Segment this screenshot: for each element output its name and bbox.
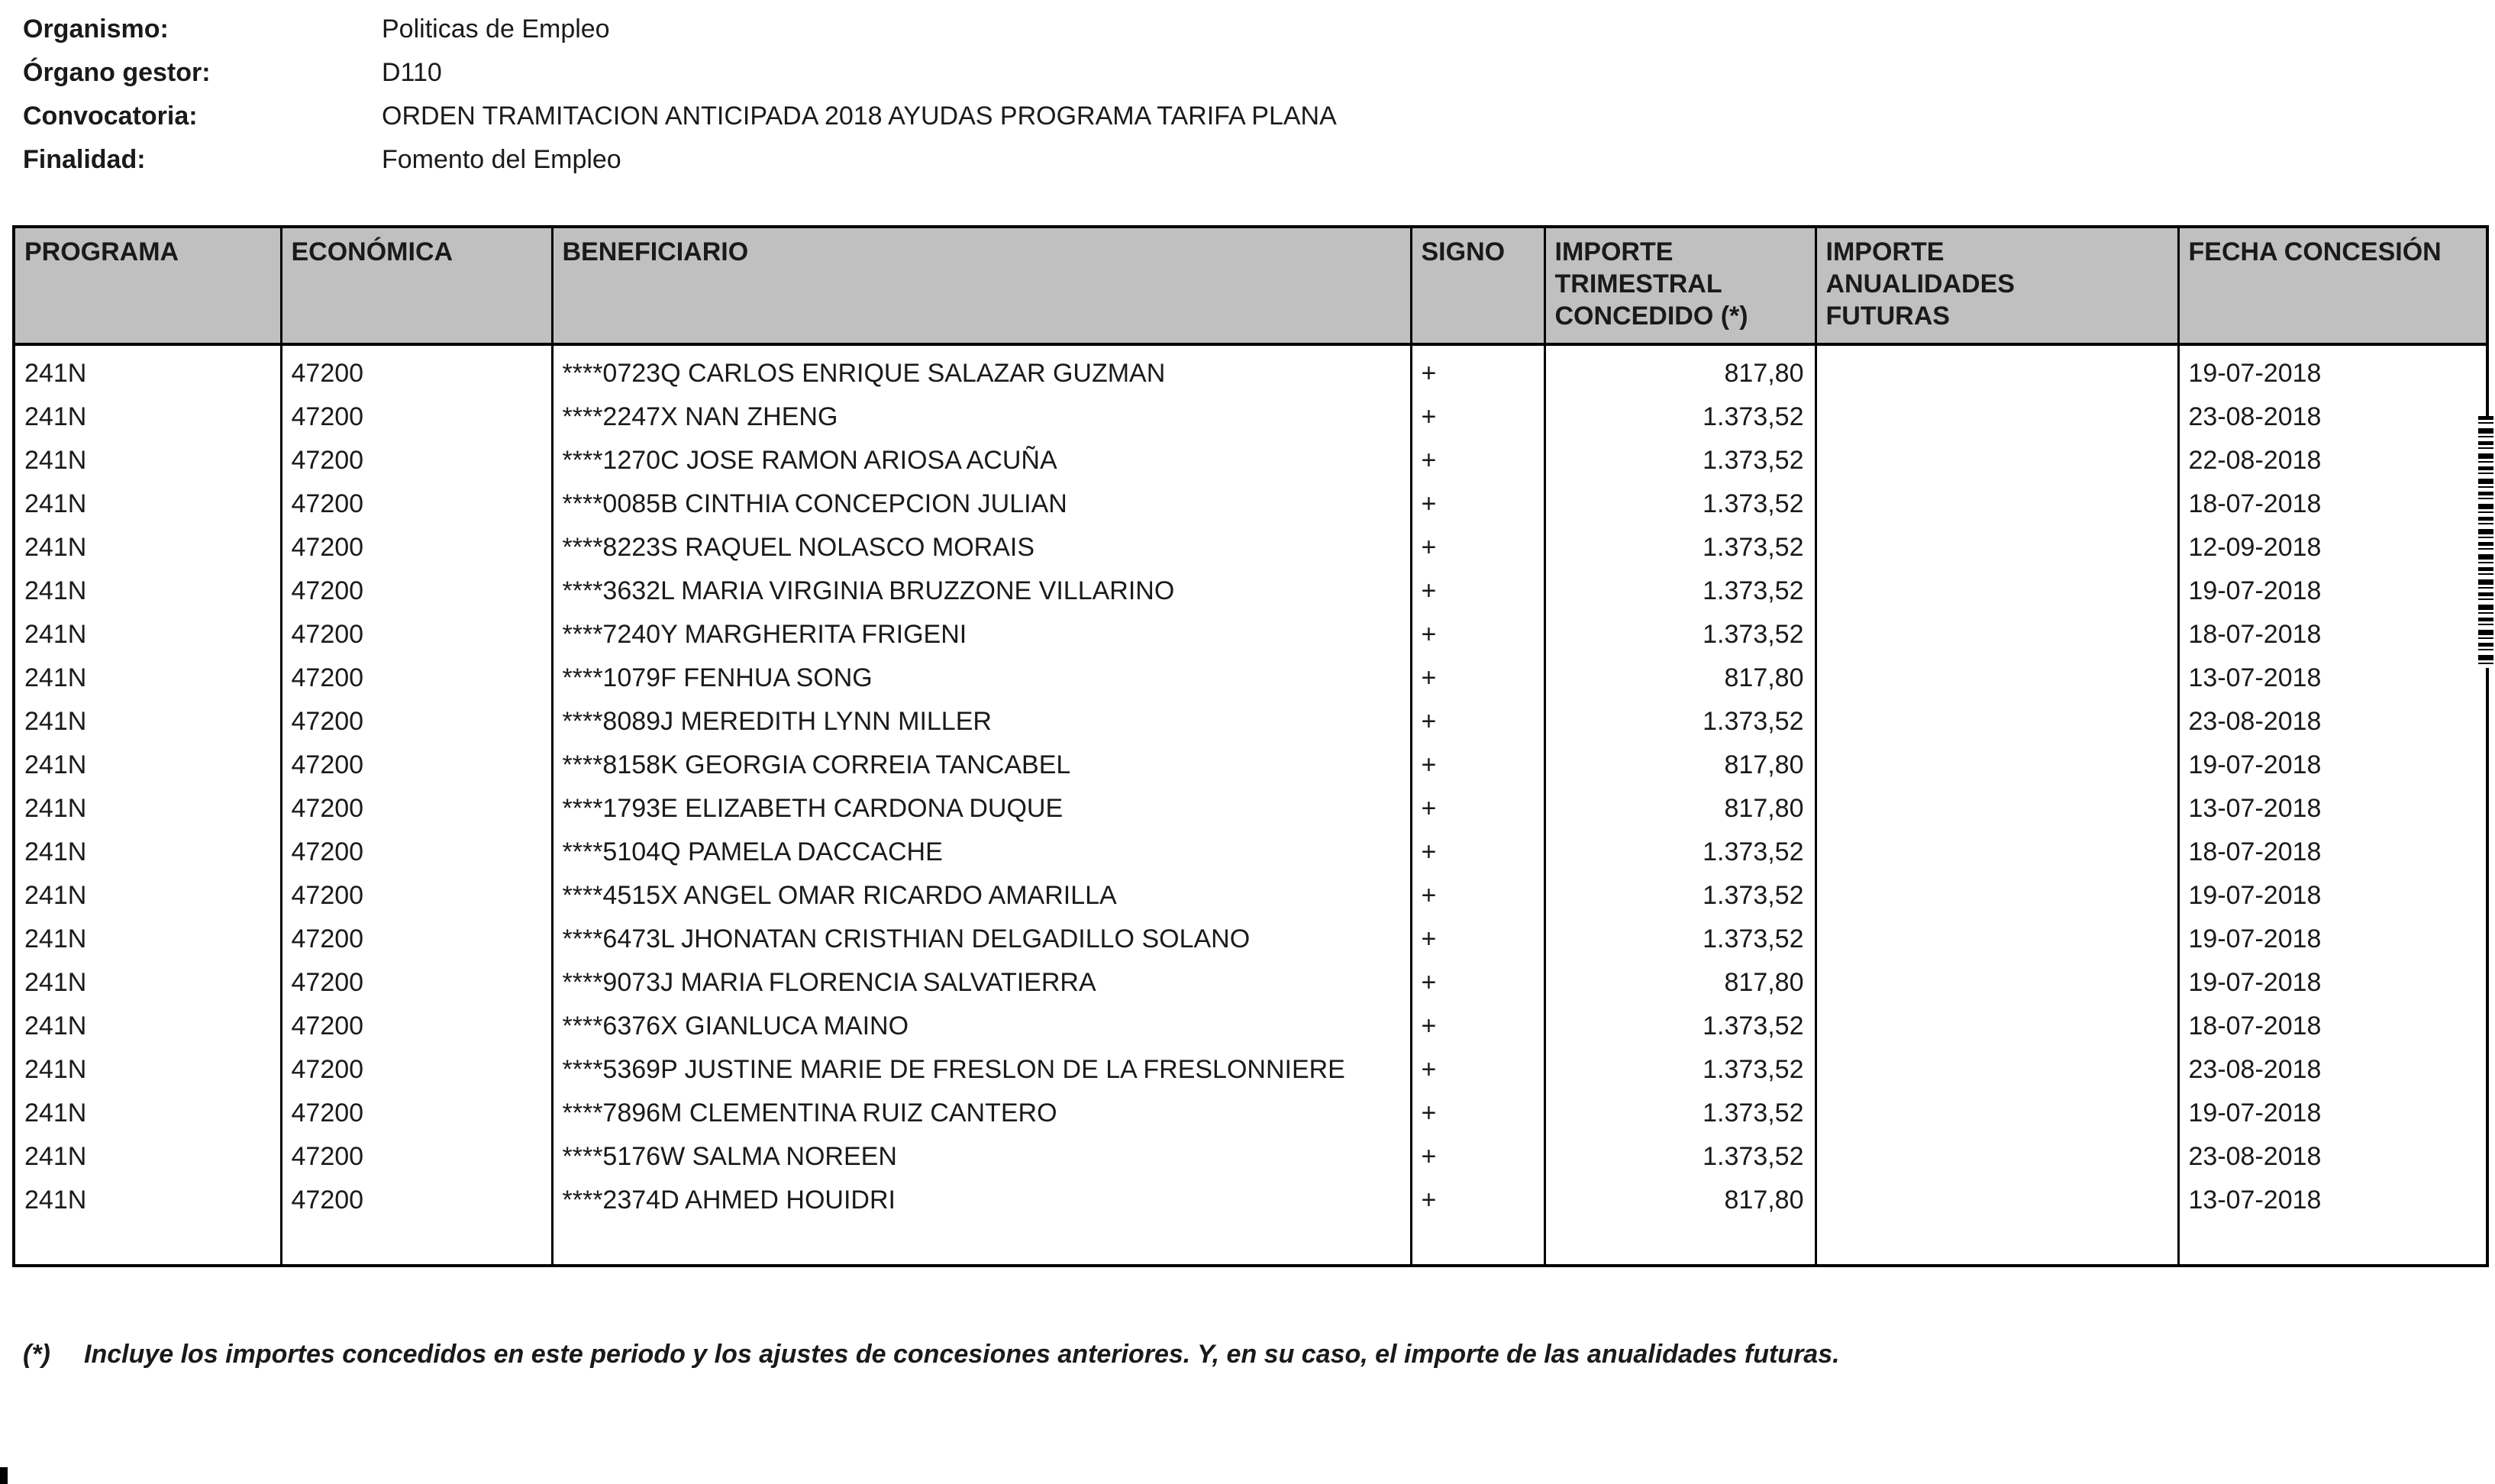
meta-label: Convocatoria: [23,102,198,131]
cell-importe: 1.373,52 [1544,874,1816,918]
cell-signo: + [1411,526,1544,569]
cell-anualidades [1816,439,2178,482]
table-row [14,961,2487,1005]
cell-signo: + [1411,700,1544,744]
cell-economica: 47200 [281,395,552,439]
cell-economica: 47200 [281,439,552,482]
cell-signo: + [1411,744,1544,787]
cell-importe: 1.373,52 [1544,569,1816,613]
cell-beneficiario: ****1270C JOSE RAMON ARIOSA ACUÑA [552,439,1411,482]
cell-importe: 1.373,52 [1544,700,1816,744]
cell-programa: 241N [14,1179,281,1266]
cell-signo: + [1411,657,1544,700]
footnote-text: Incluye los importes concedidos en este periodo y los ajustes de concesiones anteriores. Y, en su caso, el importe de las anualidades futuras. [84,1340,1840,1369]
cell-economica: 47200 [281,657,552,700]
cell-importe: 817,80 [1544,961,1816,1005]
cell-anualidades [1816,1135,2178,1179]
meta-row-organismo [23,8,2495,51]
cell-importe: 817,80 [1544,1179,1816,1266]
cell-beneficiario: ****5104Q PAMELA DACCACHE [552,831,1411,874]
cell-economica: 47200 [281,613,552,657]
cell-programa: 241N [14,874,281,918]
cell-programa: 241N [14,831,281,874]
cell-anualidades [1816,395,2178,439]
cell-anualidades [1816,918,2178,961]
cell-signo: + [1411,874,1544,918]
cell-anualidades [1816,787,2178,831]
footnote [23,1340,2495,1369]
cell-programa: 241N [14,700,281,744]
meta-value: D110 [382,58,442,87]
cell-signo: + [1411,482,1544,526]
cell-anualidades [1816,1048,2178,1092]
page-corner-mark [0,1467,8,1484]
column-header-economica: ECONÓMICA [281,227,552,344]
table-row [14,1179,2487,1266]
cell-programa: 241N [14,657,281,700]
cell-programa: 241N [14,1135,281,1179]
cell-economica: 47200 [281,1179,552,1266]
cell-programa: 241N [14,918,281,961]
cell-signo: + [1411,439,1544,482]
cell-fecha: 18-07-2018 [2178,1005,2487,1048]
cell-economica: 47200 [281,961,552,1005]
cell-beneficiario: ****8158K GEORGIA CORREIA TANCABEL [552,744,1411,787]
cell-beneficiario: ****1079F FENHUA SONG [552,657,1411,700]
column-header-importe-anualidades: IMPORTE ANUALIDADES FUTURAS [1816,227,2178,344]
cell-beneficiario: ****4515X ANGEL OMAR RICARDO AMARILLA [552,874,1411,918]
cell-importe: 817,80 [1544,787,1816,831]
cell-programa: 241N [14,344,281,395]
cell-signo: + [1411,961,1544,1005]
table-row [14,1135,2487,1179]
cell-importe: 1.373,52 [1544,918,1816,961]
table-row [14,831,2487,874]
cell-programa: 241N [14,482,281,526]
footnote-marker: (*) [23,1340,50,1369]
cell-beneficiario: ****7896M CLEMENTINA RUIZ CANTERO [552,1092,1411,1135]
cell-signo: + [1411,831,1544,874]
column-header-programa: PROGRAMA [14,227,281,344]
cell-economica: 47200 [281,526,552,569]
table-row [14,526,2487,569]
table-body [14,344,2487,1266]
cell-fecha: 23-08-2018 [2178,700,2487,744]
column-header-importe-trimestral: IMPORTE TRIMESTRAL CONCEDIDO (*) [1544,227,1816,344]
cell-anualidades [1816,831,2178,874]
cell-signo: + [1411,1048,1544,1092]
cell-beneficiario: ****6473L JHONATAN CRISTHIAN DELGADILLO SOLANO [552,918,1411,961]
cell-economica: 47200 [281,1092,552,1135]
table-row [14,787,2487,831]
cell-fecha: 12-09-2018 [2178,526,2487,569]
cell-programa: 241N [14,961,281,1005]
cell-signo: + [1411,1135,1544,1179]
cell-beneficiario: ****7240Y MARGHERITA FRIGENI [552,613,1411,657]
cell-programa: 241N [14,439,281,482]
cell-signo: + [1411,1092,1544,1135]
cell-economica: 47200 [281,700,552,744]
document-header [23,8,2495,182]
cell-economica: 47200 [281,874,552,918]
cell-economica: 47200 [281,787,552,831]
table-row [14,657,2487,700]
table-header-row [14,227,2487,344]
concessions-table [12,225,2489,1267]
cell-signo: + [1411,918,1544,961]
cell-economica: 47200 [281,918,552,961]
cell-economica: 47200 [281,344,552,395]
cell-anualidades [1816,700,2178,744]
cell-importe: 1.373,52 [1544,526,1816,569]
table-row [14,1092,2487,1135]
cell-economica: 47200 [281,482,552,526]
meta-label: Organismo: [23,15,169,44]
cell-beneficiario: ****2247X NAN ZHENG [552,395,1411,439]
meta-row-finalidad [23,138,2495,182]
cell-importe: 1.373,52 [1544,482,1816,526]
cell-beneficiario: ****8089J MEREDITH LYNN MILLER [552,700,1411,744]
cell-fecha: 13-07-2018 [2178,1179,2487,1266]
cell-beneficiario: ****2374D AHMED HOUIDRI [552,1179,1411,1266]
cell-importe: 1.373,52 [1544,1048,1816,1092]
cell-signo: + [1411,1005,1544,1048]
cell-programa: 241N [14,569,281,613]
cell-importe: 817,80 [1544,744,1816,787]
cell-programa: 241N [14,744,281,787]
cell-beneficiario: ****5369P JUSTINE MARIE DE FRESLON DE LA FRESLONNIERE [552,1048,1411,1092]
cell-anualidades [1816,569,2178,613]
cell-fecha: 22-08-2018 [2178,439,2487,482]
cell-importe: 817,80 [1544,657,1816,700]
column-header-fecha-concesion: FECHA CONCESIÓN [2178,227,2487,344]
cell-signo: + [1411,569,1544,613]
cell-fecha: 19-07-2018 [2178,744,2487,787]
cell-signo: + [1411,613,1544,657]
cell-beneficiario: ****6376X GIANLUCA MAINO [552,1005,1411,1048]
cell-anualidades [1816,874,2178,918]
cell-fecha: 19-07-2018 [2178,874,2487,918]
cell-importe: 1.373,52 [1544,1135,1816,1179]
cell-beneficiario: ****1793E ELIZABETH CARDONA DUQUE [552,787,1411,831]
vertical-barcode [2478,416,2493,668]
cell-fecha: 18-07-2018 [2178,831,2487,874]
table-row [14,918,2487,961]
cell-fecha: 18-07-2018 [2178,613,2487,657]
cell-fecha: 13-07-2018 [2178,657,2487,700]
cell-importe: 1.373,52 [1544,831,1816,874]
cell-programa: 241N [14,787,281,831]
cell-fecha: 19-07-2018 [2178,1092,2487,1135]
cell-programa: 241N [14,1005,281,1048]
cell-beneficiario: ****0085B CINTHIA CONCEPCION JULIAN [552,482,1411,526]
table-row [14,395,2487,439]
cell-importe: 1.373,52 [1544,1092,1816,1135]
cell-fecha: 19-07-2018 [2178,961,2487,1005]
cell-anualidades [1816,1092,2178,1135]
cell-economica: 47200 [281,744,552,787]
cell-economica: 47200 [281,1048,552,1092]
cell-fecha: 23-08-2018 [2178,1135,2487,1179]
cell-fecha: 19-07-2018 [2178,569,2487,613]
cell-beneficiario: ****5176W SALMA NOREEN [552,1135,1411,1179]
table-row [14,1005,2487,1048]
cell-anualidades [1816,961,2178,1005]
meta-value: Fomento del Empleo [382,145,621,174]
cell-programa: 241N [14,1048,281,1092]
table-row [14,439,2487,482]
cell-beneficiario: ****3632L MARIA VIRGINIA BRUZZONE VILLARINO [552,569,1411,613]
meta-row-organo-gestor [23,51,2495,95]
cell-anualidades [1816,657,2178,700]
cell-importe: 1.373,52 [1544,1005,1816,1048]
meta-value: ORDEN TRAMITACION ANTICIPADA 2018 AYUDAS PROGRAMA TARIFA PLANA [382,102,1337,131]
table-row [14,874,2487,918]
cell-fecha: 23-08-2018 [2178,1048,2487,1092]
cell-fecha: 13-07-2018 [2178,787,2487,831]
table-row [14,744,2487,787]
cell-programa: 241N [14,613,281,657]
meta-value: Politicas de Empleo [382,15,610,44]
cell-anualidades [1816,344,2178,395]
cell-importe: 1.373,52 [1544,613,1816,657]
column-header-signo: SIGNO [1411,227,1544,344]
cell-anualidades [1816,1179,2178,1266]
cell-economica: 47200 [281,831,552,874]
table-row [14,344,2487,395]
cell-anualidades [1816,613,2178,657]
cell-importe: 817,80 [1544,344,1816,395]
cell-fecha: 19-07-2018 [2178,918,2487,961]
cell-beneficiario: ****9073J MARIA FLORENCIA SALVATIERRA [552,961,1411,1005]
meta-row-convocatoria [23,95,2495,138]
cell-fecha: 23-08-2018 [2178,395,2487,439]
table-row [14,482,2487,526]
cell-programa: 241N [14,395,281,439]
cell-anualidades [1816,744,2178,787]
cell-fecha: 18-07-2018 [2178,482,2487,526]
cell-fecha: 19-07-2018 [2178,344,2487,395]
cell-beneficiario: ****0723Q CARLOS ENRIQUE SALAZAR GUZMAN [552,344,1411,395]
cell-anualidades [1816,482,2178,526]
cell-economica: 47200 [281,569,552,613]
cell-programa: 241N [14,526,281,569]
cell-signo: + [1411,1179,1544,1266]
cell-importe: 1.373,52 [1544,395,1816,439]
cell-beneficiario: ****8223S RAQUEL NOLASCO MORAIS [552,526,1411,569]
table-row [14,569,2487,613]
cell-anualidades [1816,1005,2178,1048]
cell-signo: + [1411,787,1544,831]
table-row [14,700,2487,744]
cell-signo: + [1411,344,1544,395]
meta-label: Finalidad: [23,145,146,174]
meta-label: Órgano gestor: [23,58,211,87]
cell-economica: 47200 [281,1135,552,1179]
cell-signo: + [1411,395,1544,439]
column-header-beneficiario: BENEFICIARIO [552,227,1411,344]
cell-anualidades [1816,526,2178,569]
table-row [14,1048,2487,1092]
cell-importe: 1.373,52 [1544,439,1816,482]
cell-programa: 241N [14,1092,281,1135]
table-row [14,613,2487,657]
cell-economica: 47200 [281,1005,552,1048]
